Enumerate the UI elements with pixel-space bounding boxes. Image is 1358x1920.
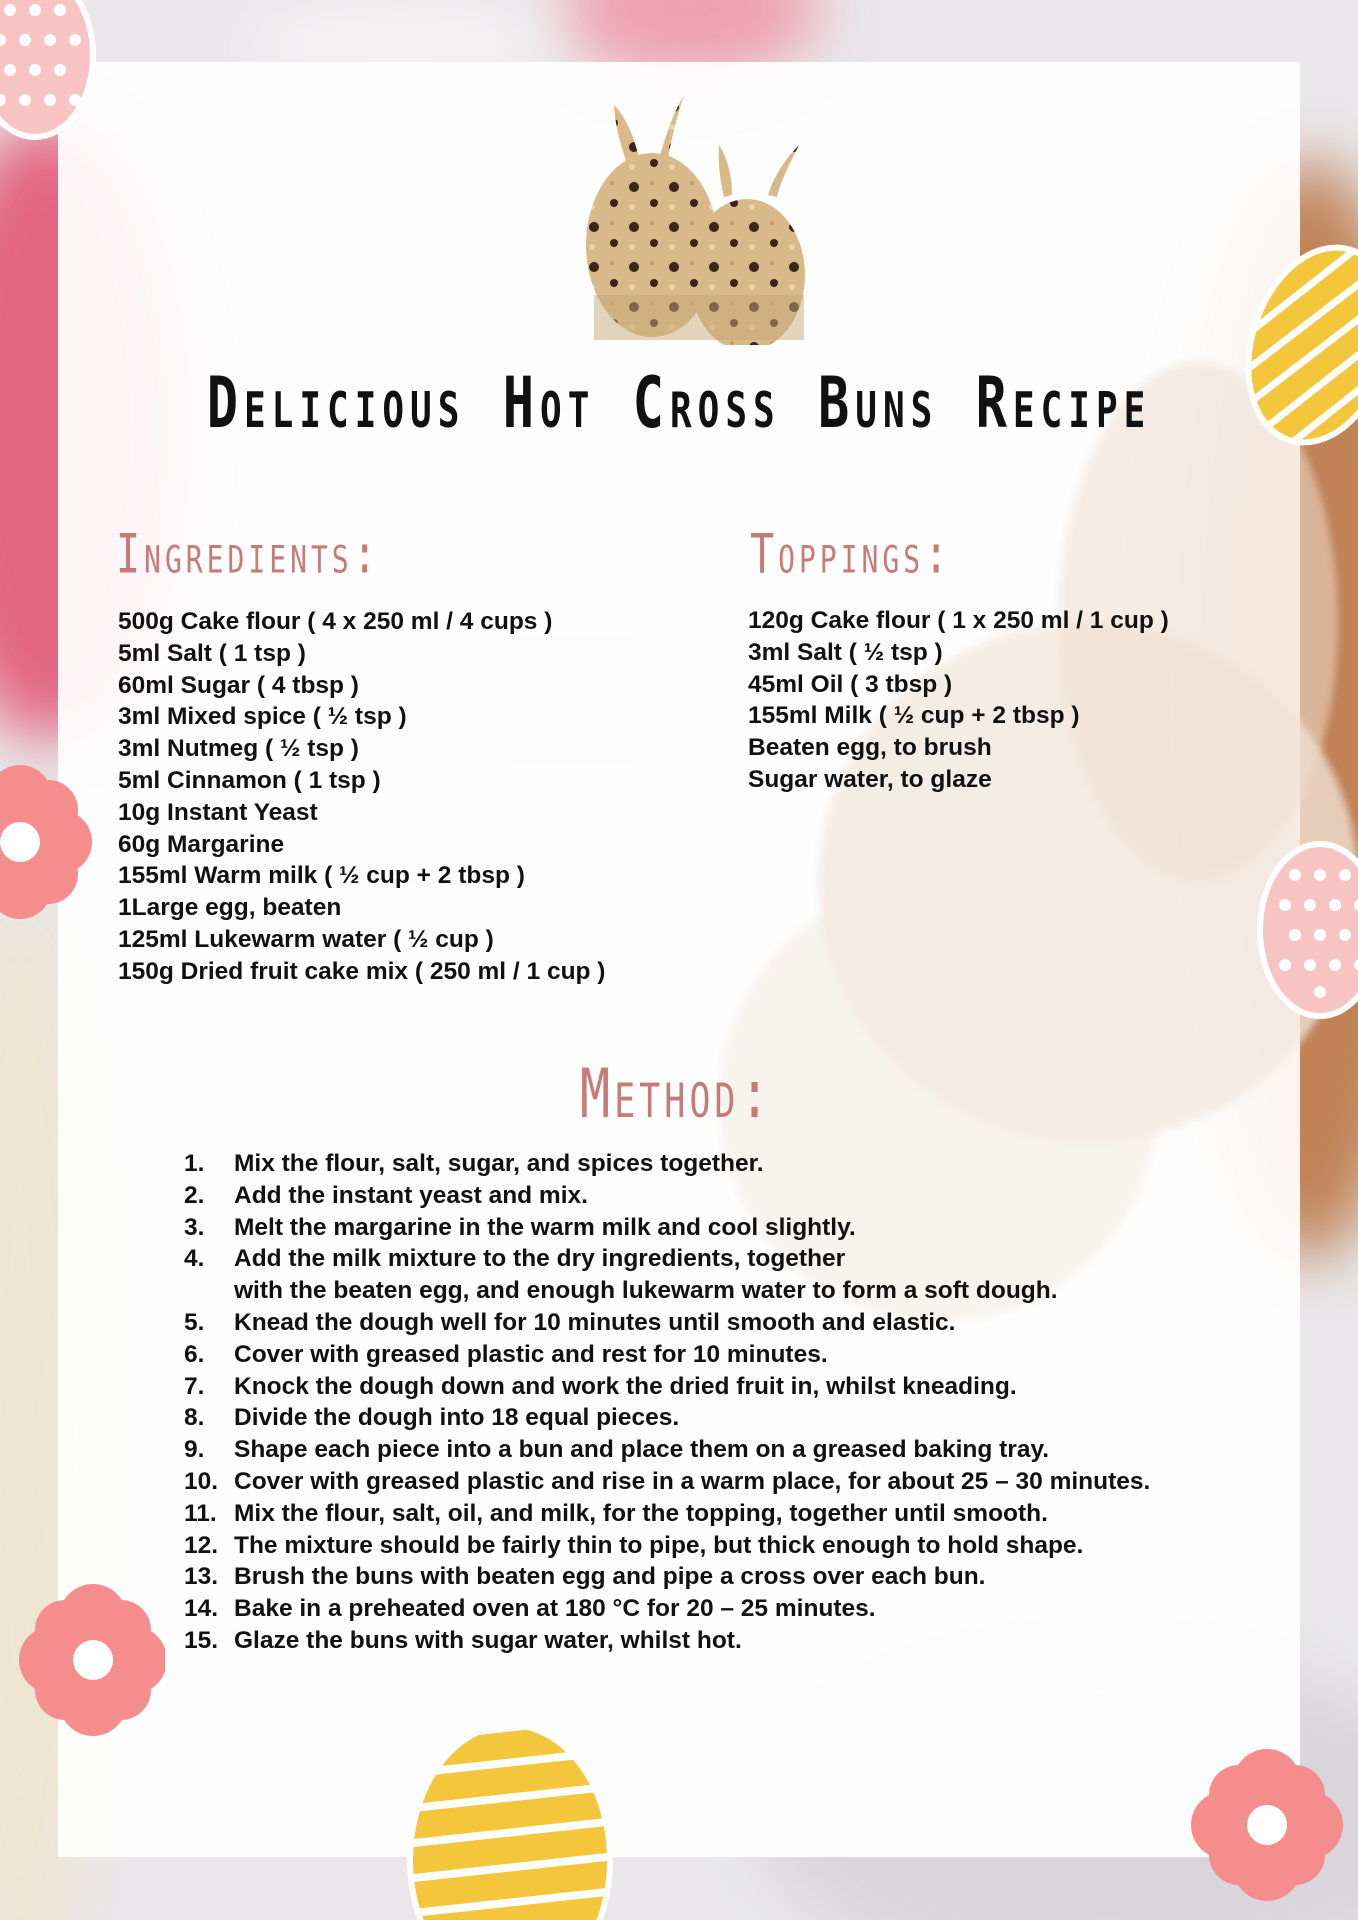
step-number: 10. (184, 1467, 219, 1495)
list-item: 5ml Cinnamon ( 1 tsp ) (118, 766, 381, 794)
list-item: Sugar water, to glaze (748, 765, 992, 793)
list-item: 3ml Salt ( ½ tsp ) (748, 638, 943, 666)
flower-icon (15, 1580, 165, 1740)
step-text: The mixture should be fairly thin to pipe, but thick enough to hold shape. (234, 1531, 1084, 1559)
method-step (184, 1402, 1150, 1434)
flower-icon (0, 762, 100, 922)
list-item: 120g Cake flour ( 1 x 250 ml / 1 cup ) (748, 607, 1169, 634)
step-number: 1. (184, 1150, 205, 1177)
list-item: 500g Cake flour ( 4 x 250 ml / 4 cups ) (118, 608, 553, 635)
step-text: Glaze the buns with sugar water, whilst hot. (234, 1626, 742, 1654)
ingredients-heading: Ingredients: (116, 524, 381, 587)
step-text: Brush the buns with beaten egg and pipe a cross over each bun. (234, 1563, 986, 1591)
striped-egg-icon (1240, 230, 1358, 460)
list-item: 155ml Warm milk ( ½ cup + 2 tbsp ) (118, 862, 525, 890)
step-number: 6. (184, 1340, 205, 1368)
list-item: 5ml Salt ( 1 tsp ) (118, 639, 306, 667)
step-number: 5. (184, 1308, 205, 1336)
list-item: 3ml Nutmeg ( ½ tsp ) (118, 735, 359, 763)
list-item: Beaten egg, to brush (748, 734, 992, 762)
method-step (184, 1593, 1150, 1625)
method-heading: Method: (580, 1055, 774, 1134)
method-step (184, 1466, 1150, 1498)
step-text: Add the instant yeast and mix. (234, 1181, 588, 1209)
bunny-egg-logo-icon (584, 95, 814, 345)
toppings-heading: Toppings: (750, 524, 953, 587)
method-step (184, 1434, 1150, 1466)
list-item: 60ml Sugar ( 4 tbsp ) (118, 671, 359, 699)
list-item: 60g Margarine (118, 830, 285, 858)
list-item: 45ml Oil ( 3 tbsp ) (748, 670, 953, 698)
step-text: Knock the dough down and work the dried fruit in, whilst kneading. (234, 1372, 1017, 1400)
ingredients-list (118, 606, 605, 988)
step-number: 12. (184, 1531, 219, 1559)
step-text: Shape each piece into a bun and place them on a greased baking tray. (234, 1436, 1050, 1464)
page-title: Delicious Hot Cross Buns Recipe (206, 363, 1152, 445)
method-list (184, 1148, 1150, 1657)
step-number: 11. (184, 1499, 217, 1527)
step-text: Mix the flour, salt, oil, and milk, for the topping, together until smooth. (234, 1499, 1048, 1527)
dotted-egg-icon (0, 0, 100, 150)
step-text: Knead the dough well for 10 minutes until smooth and elastic. (234, 1308, 956, 1336)
method-step (184, 1371, 1150, 1403)
list-item: 125ml Lukewarm water ( ½ cup ) (118, 925, 494, 953)
list-item: 155ml Milk ( ½ cup + 2 tbsp ) (748, 702, 1080, 730)
list-item: 1Large egg, beaten (118, 894, 342, 922)
method-step (184, 1530, 1150, 1562)
step-number: 15. (184, 1626, 219, 1654)
method-step (184, 1212, 1150, 1244)
method-step (184, 1625, 1150, 1657)
method-step (184, 1180, 1150, 1212)
striped-egg-icon (395, 1710, 625, 1920)
step-number: 2. (184, 1181, 205, 1209)
method-step (184, 1498, 1150, 1530)
toppings-list (748, 605, 1169, 796)
step-text: Bake in a preheated oven at 180 °C for 20 – 25 minutes. (234, 1595, 876, 1623)
method-step (184, 1307, 1150, 1339)
step-text: Cover with greased plastic and rise in a warm place, for about 25 – 30 minutes. (234, 1467, 1151, 1495)
step-number: 7. (184, 1372, 205, 1400)
method-step (184, 1339, 1150, 1371)
method-step (184, 1561, 1150, 1593)
step-number: 9. (184, 1436, 205, 1464)
method-step (184, 1148, 1150, 1180)
step-text: Melt the margarine in the warm milk and cool slightly. (234, 1213, 856, 1241)
step-number: 14. (184, 1595, 219, 1623)
step-text: Divide the dough into 18 equal pieces. (234, 1404, 680, 1432)
step-text: Add the milk mixture to the dry ingredients, together with the beaten egg, and enough lukewarm water to form a soft dough. (234, 1245, 1058, 1305)
step-text: Mix the flour, salt, sugar, and spices together. (234, 1150, 764, 1177)
step-number: 4. (184, 1245, 205, 1273)
step-text: Cover with greased plastic and rest for 10 minutes. (234, 1340, 828, 1368)
flower-icon (1185, 1745, 1345, 1905)
list-item: 10g Instant Yeast (118, 798, 318, 826)
step-number: 8. (184, 1404, 205, 1432)
dotted-egg-icon (1245, 830, 1358, 1030)
step-number: 13. (184, 1563, 219, 1591)
method-step (184, 1243, 1150, 1307)
step-number: 3. (184, 1213, 205, 1241)
list-item: 3ml Mixed spice ( ½ tsp ) (118, 703, 407, 731)
list-item: 150g Dried fruit cake mix ( 250 ml / 1 cup ) (118, 957, 606, 985)
